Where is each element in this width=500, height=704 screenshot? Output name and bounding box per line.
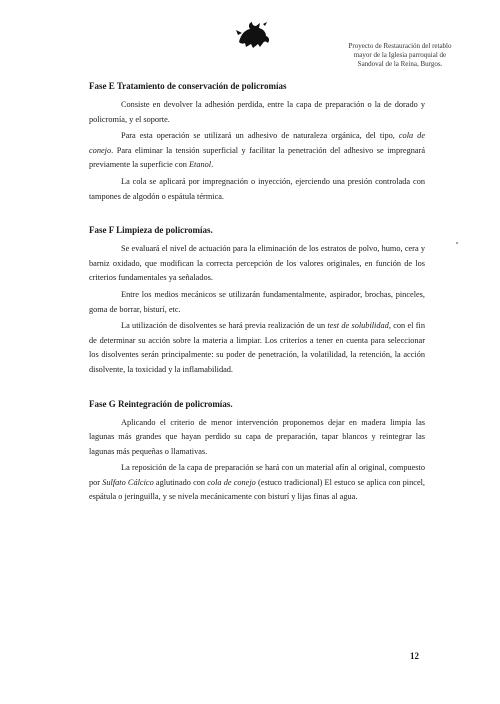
- italic-term: Etanol: [188, 160, 212, 170]
- header-line-3: Sandoval de la Reina, Burgos.: [357, 60, 443, 68]
- paragraph: La cola se aplicará por impregnación o inyección, ejerciendo una presión controlada con tampones de algodón o espátula térmica.: [89, 176, 425, 201]
- header-line-2: mayor de la Iglesia parroquial de: [353, 51, 447, 59]
- section-fase-f: [89, 224, 425, 377]
- section-title: Fase F Limpieza de policromías.: [89, 225, 213, 236]
- document-body: [89, 80, 425, 525]
- section-fase-g: [89, 398, 425, 506]
- page-number: 12: [410, 651, 419, 661]
- italic-term: cola de conejo: [89, 131, 425, 155]
- italic-term: cola de conejo: [207, 477, 256, 487]
- italic-term: Sulfato Cálcico: [102, 477, 154, 487]
- paragraph: Consiste en devolver la adhesión perdida, entre la capa de preparación o la de dorado y policromía, y el soporte.: [89, 100, 425, 124]
- header-line-1: Proyecto de Restauración del retablo: [348, 42, 452, 50]
- paragraph: La utilización de disolventes se hará previa realización de un test de solubilidad, con el fin de determinar su acción sobre la materia a limpiar. Los criterios a tener en cuenta para seleccionar los disolventes serán principalmente: su poder de penetración, la volatilidad, la retención, la acción disolvente, la toxicidad y la inflamabilidad.: [89, 321, 426, 374]
- paragraph: La reposición de la capa de preparación se hará con un material afín al original, compuesto por Sulfato Cálcico aglutinado con cola de conejo (estuco tradicional) El estuco se aplica con pincel, espátula o jeringuilla, y se nivela mecánicamente con bisturí y lijas finas al agua.: [89, 463, 425, 502]
- section-title: Fase G Reintegración de policromías.: [89, 398, 233, 409]
- heraldic-griffin-logo: [233, 20, 271, 50]
- paragraph: Entre los medios mecánicos se utilizarán fundamentalmente, aspirador, brochas, pinceles, goma de borrar, bisturí, etc.: [89, 289, 425, 314]
- italic-term: test de solubilidad: [327, 321, 389, 331]
- paragraph: Para esta operación se utilizará un adhesivo de naturaleza orgánica, del tipo, cola de conejo. Para eliminar la tensión superficial y facilitar la penetración del adhesivo se impregnará previamente la superficie con Etanol.: [89, 131, 425, 170]
- section-fase-e: [89, 80, 425, 204]
- paragraph: Se evaluará el nivel de actuación para la eliminación de los estratos de polvo, humo, cera y barniz oxidado, que modifican la correcta percepción de los valores originales, en función de los criterios fundamentales ya señalados.: [89, 244, 425, 283]
- section-title: Fase E Tratamiento de conservación de policromías: [89, 81, 287, 91]
- header-project-note: [310, 42, 490, 69]
- paragraph: Aplicando el criterio de menor intervención proponemos dejar en madera limpia las lagunas más grandes que hayan perdido su capa de preparación, tapar blancos y reintegrar las lagunas más pequeñas o llamativas.: [89, 417, 425, 456]
- scan-speck: [456, 242, 458, 244]
